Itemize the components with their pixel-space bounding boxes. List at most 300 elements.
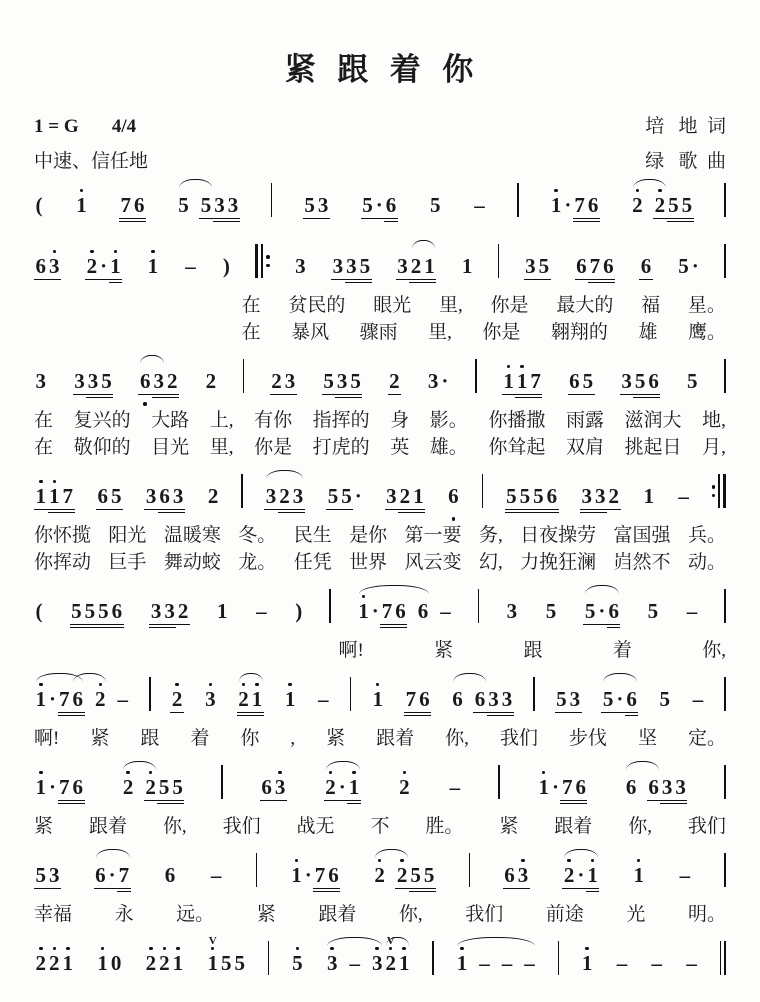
underline-area bbox=[395, 887, 409, 895]
underline-area bbox=[573, 217, 587, 225]
underline-area bbox=[409, 887, 423, 895]
note-char bbox=[505, 583, 519, 637]
note-char bbox=[86, 353, 100, 407]
note-char bbox=[388, 353, 402, 407]
lyric-chunk: 啊! bbox=[338, 640, 364, 661]
lyricist-credit: 培 地 词 bbox=[645, 116, 726, 137]
lyric-chunk: 第一要 bbox=[404, 525, 462, 546]
underline-area bbox=[48, 887, 62, 895]
underline-area bbox=[85, 278, 99, 286]
note-char bbox=[34, 583, 44, 637]
barline-single bbox=[221, 765, 223, 799]
underline-area bbox=[75, 217, 89, 225]
note-glyph: 1 bbox=[372, 687, 383, 711]
underline-area bbox=[373, 887, 387, 895]
underline bbox=[70, 624, 84, 625]
lyric-chunk: 在 bbox=[34, 410, 54, 431]
note-glyph: · bbox=[577, 863, 585, 887]
underline bbox=[674, 800, 688, 801]
note-char bbox=[97, 583, 111, 637]
underline bbox=[70, 627, 84, 628]
note-char bbox=[440, 353, 450, 407]
octave-dot-above bbox=[585, 947, 589, 951]
note-char bbox=[447, 468, 461, 522]
underline-area bbox=[206, 975, 220, 983]
underline-area bbox=[409, 278, 423, 286]
lyrics-row bbox=[34, 813, 726, 840]
underline-area bbox=[109, 508, 123, 516]
underline-area bbox=[448, 799, 462, 807]
note-glyph: 5 bbox=[681, 193, 693, 217]
note-glyph: 3 bbox=[397, 254, 408, 278]
note-glyph: 2 bbox=[205, 369, 217, 393]
note-char bbox=[650, 935, 664, 989]
underline bbox=[291, 509, 305, 510]
note-glyph: 1 bbox=[35, 775, 46, 799]
note-char bbox=[158, 468, 172, 522]
underline bbox=[337, 800, 347, 801]
note-glyph: · bbox=[564, 193, 572, 217]
octave-dot-above bbox=[176, 947, 180, 951]
note-token bbox=[447, 468, 461, 522]
underline-area bbox=[158, 975, 172, 983]
underline bbox=[331, 279, 345, 280]
bar-line bbox=[558, 941, 560, 975]
octave-dot-above bbox=[39, 771, 43, 775]
note-glyph: 2 bbox=[410, 254, 422, 278]
underline bbox=[586, 221, 600, 222]
underline-area bbox=[422, 887, 436, 895]
note-token bbox=[144, 935, 185, 989]
note-glyph: 2 bbox=[399, 484, 411, 508]
underline bbox=[117, 888, 131, 889]
underline-area bbox=[158, 508, 172, 516]
note-glyph: 3 bbox=[501, 687, 513, 711]
note-glyph bbox=[190, 194, 199, 217]
underline-area bbox=[184, 278, 198, 286]
note-glyph: 1 bbox=[587, 863, 598, 887]
note-glyph: ) bbox=[295, 599, 303, 623]
note-token bbox=[294, 238, 308, 292]
underline bbox=[226, 221, 240, 222]
lyric-chunk: 影。 bbox=[429, 410, 468, 431]
underline-area bbox=[358, 278, 372, 286]
note-glyph: 2 bbox=[654, 193, 666, 217]
below-area bbox=[452, 516, 456, 522]
note-token bbox=[324, 759, 361, 813]
note-token bbox=[264, 468, 305, 522]
underline bbox=[580, 509, 594, 510]
note-glyph: 5 bbox=[634, 369, 646, 393]
note-glyph: · bbox=[371, 599, 379, 623]
bar-line bbox=[724, 677, 726, 711]
note-char bbox=[48, 847, 62, 901]
note-glyph: 5 bbox=[545, 599, 557, 623]
note-glyph bbox=[464, 688, 473, 711]
underline bbox=[545, 512, 559, 513]
note-char bbox=[398, 759, 412, 813]
note-token bbox=[568, 353, 595, 407]
note-token bbox=[361, 177, 398, 231]
barline-single bbox=[329, 589, 331, 623]
underline-area bbox=[331, 278, 345, 286]
note-glyph: 1 bbox=[348, 775, 360, 799]
underline-area bbox=[163, 623, 177, 631]
note-glyph: 6 bbox=[164, 863, 176, 887]
underline bbox=[660, 803, 674, 804]
repeat-dot bbox=[266, 255, 270, 259]
underline-area bbox=[294, 623, 304, 631]
lyrics-row bbox=[34, 319, 726, 346]
underline bbox=[171, 509, 185, 510]
underline bbox=[625, 712, 639, 713]
note-token bbox=[34, 238, 61, 292]
lyric-chunk: 雨露 bbox=[565, 410, 604, 431]
underline bbox=[335, 394, 349, 395]
lyric-chunk: 着 bbox=[190, 728, 210, 749]
lyric-chunk: 在 bbox=[241, 322, 261, 343]
octave-dot-above bbox=[39, 480, 43, 484]
note-char bbox=[544, 583, 558, 637]
repeat-dots bbox=[266, 255, 270, 267]
underline bbox=[107, 888, 117, 889]
underline bbox=[158, 509, 172, 510]
note-glyph: 5 bbox=[220, 951, 232, 975]
note-glyph: 3 bbox=[517, 863, 529, 887]
underline-area bbox=[34, 278, 48, 286]
lyric-chunk: 你耸起 bbox=[488, 437, 546, 458]
lyric-chunk: 星。 bbox=[687, 295, 726, 316]
underline-area bbox=[516, 887, 530, 895]
underline bbox=[560, 800, 574, 801]
note-glyph: 6 bbox=[452, 687, 463, 711]
underline bbox=[109, 282, 123, 283]
note-glyph: 2 bbox=[35, 951, 46, 975]
underline-area bbox=[324, 799, 338, 807]
underline-area bbox=[260, 799, 274, 807]
lyric-chunk: 幸福 bbox=[34, 904, 73, 925]
underline bbox=[602, 282, 616, 283]
underline-area bbox=[646, 623, 660, 631]
underline bbox=[48, 888, 62, 889]
underline bbox=[270, 394, 284, 395]
bar-line bbox=[256, 853, 258, 887]
note-glyph: 1 bbox=[461, 254, 473, 278]
note-char bbox=[71, 759, 85, 813]
note-token bbox=[575, 238, 616, 292]
underline bbox=[97, 624, 111, 625]
note-token bbox=[549, 177, 600, 231]
note-glyph: · bbox=[691, 254, 699, 278]
breath-mark: V bbox=[208, 934, 217, 947]
underline-area bbox=[426, 393, 440, 401]
underline-area bbox=[532, 508, 546, 516]
underline-area bbox=[370, 975, 384, 983]
underline-area bbox=[117, 887, 131, 895]
barline-single bbox=[517, 183, 519, 217]
lyric-chunk: 在 bbox=[241, 295, 261, 316]
underline bbox=[422, 891, 436, 892]
note-glyph: 1 bbox=[251, 687, 263, 711]
note-char bbox=[404, 671, 418, 725]
note-glyph: 3 bbox=[265, 484, 277, 508]
underline bbox=[48, 279, 62, 280]
underline bbox=[576, 888, 586, 889]
underline-area bbox=[633, 393, 647, 401]
lyric-chunk: 龙。 bbox=[238, 552, 277, 573]
note-glyph: 7 bbox=[118, 863, 130, 887]
lyric-chunk: 光 bbox=[626, 904, 646, 925]
underline-area bbox=[624, 799, 638, 807]
above-area bbox=[209, 935, 217, 952]
note-char bbox=[119, 177, 133, 231]
notes-row bbox=[34, 177, 726, 231]
note-token bbox=[119, 177, 146, 231]
note-glyph bbox=[135, 776, 144, 799]
underline-area bbox=[326, 508, 340, 516]
note-char bbox=[158, 935, 172, 989]
note-glyph: 3 bbox=[74, 369, 85, 393]
barline-single bbox=[482, 474, 484, 508]
above-area bbox=[403, 759, 407, 776]
underline-area bbox=[219, 975, 233, 983]
note-glyph: 6 bbox=[139, 369, 151, 393]
notes-row bbox=[34, 759, 726, 813]
lyric-chunk: 鹰。 bbox=[687, 322, 726, 343]
note-glyph: 6 bbox=[626, 687, 637, 711]
underline-area bbox=[255, 623, 269, 631]
note-char bbox=[85, 238, 99, 292]
note-glyph: 5 bbox=[84, 599, 96, 623]
underline bbox=[345, 282, 359, 283]
note-token bbox=[291, 935, 305, 989]
note-token bbox=[206, 468, 220, 522]
octave-dot-above bbox=[151, 250, 155, 254]
note-token bbox=[177, 177, 240, 231]
bar-line bbox=[329, 589, 331, 623]
underline-area bbox=[691, 711, 705, 719]
underline-area bbox=[430, 623, 439, 631]
underline bbox=[144, 800, 158, 801]
underline bbox=[316, 218, 330, 219]
underline-area bbox=[580, 975, 594, 983]
note-token bbox=[580, 935, 594, 989]
underline bbox=[423, 282, 437, 283]
note-token bbox=[460, 238, 474, 292]
note-glyph: 3 bbox=[153, 369, 164, 393]
octave-dot-above bbox=[658, 189, 662, 193]
repeat-dot bbox=[712, 494, 716, 498]
underline bbox=[278, 512, 292, 513]
above-area bbox=[66, 935, 70, 952]
note-glyph: 1 bbox=[62, 951, 73, 975]
note-char bbox=[686, 353, 700, 407]
note-char bbox=[213, 177, 227, 231]
note-char bbox=[545, 468, 559, 522]
underline-area bbox=[518, 508, 532, 516]
note-char bbox=[96, 935, 110, 989]
note-glyph: – bbox=[185, 254, 196, 278]
underline-area bbox=[116, 711, 130, 719]
note-char bbox=[335, 353, 349, 407]
underline-area bbox=[514, 975, 523, 983]
note-char bbox=[204, 353, 218, 407]
underline-area bbox=[502, 393, 516, 401]
octave-dot-above bbox=[149, 947, 153, 951]
note-token bbox=[580, 468, 621, 522]
underline bbox=[100, 397, 114, 398]
underline bbox=[555, 712, 569, 713]
underline bbox=[100, 394, 114, 395]
note-token bbox=[677, 468, 691, 522]
slur-arc bbox=[96, 849, 130, 858]
note-glyph: 5 bbox=[323, 369, 334, 393]
underline bbox=[620, 394, 634, 395]
note-glyph: 6 bbox=[640, 254, 652, 278]
underline-area bbox=[34, 711, 48, 719]
underline bbox=[647, 800, 661, 801]
underline-area bbox=[615, 975, 629, 983]
lyrics-row bbox=[34, 901, 726, 928]
bar-line bbox=[724, 941, 726, 975]
underline bbox=[58, 715, 72, 716]
note-char bbox=[260, 759, 274, 813]
underline bbox=[633, 397, 647, 398]
note-token bbox=[96, 935, 123, 989]
lyric-chunk: 动。 bbox=[687, 552, 726, 573]
underline-area bbox=[278, 508, 292, 516]
underline-area bbox=[678, 887, 692, 895]
note-char bbox=[487, 671, 501, 725]
notes-row bbox=[34, 847, 726, 901]
octave-dot-above bbox=[80, 189, 84, 193]
note-glyph: 6 bbox=[587, 193, 599, 217]
underline-area bbox=[505, 508, 519, 516]
underline-area bbox=[94, 711, 108, 719]
underline-area bbox=[215, 623, 229, 631]
note-glyph: 1 bbox=[581, 951, 593, 975]
note-glyph: · bbox=[616, 687, 624, 711]
bar-line bbox=[724, 853, 726, 887]
underline-area bbox=[647, 393, 661, 401]
lyric-chunk: 永 bbox=[114, 904, 134, 925]
note-char bbox=[505, 468, 519, 522]
note-glyph: · bbox=[338, 775, 346, 799]
underline bbox=[500, 715, 514, 716]
underline bbox=[152, 397, 166, 398]
underline bbox=[625, 715, 639, 716]
underline-area bbox=[264, 508, 278, 516]
note-char bbox=[283, 353, 297, 407]
lyric-chunk: 里, bbox=[438, 295, 463, 316]
above-area bbox=[176, 935, 180, 952]
note-char bbox=[303, 847, 313, 901]
note-char bbox=[620, 353, 634, 407]
note-char bbox=[327, 847, 341, 901]
note-glyph: 5 bbox=[429, 193, 441, 217]
note-glyph: 6 bbox=[35, 254, 46, 278]
note-char bbox=[412, 468, 426, 522]
note-glyph: – bbox=[318, 687, 329, 711]
octave-dot-above bbox=[149, 771, 153, 775]
underline-area bbox=[316, 217, 330, 225]
note-char bbox=[384, 177, 398, 231]
note-token bbox=[204, 353, 218, 407]
underline-area bbox=[487, 711, 501, 719]
note-glyph: 6 bbox=[395, 599, 406, 623]
note-glyph: 1 bbox=[207, 951, 218, 975]
note-glyph: 5 bbox=[647, 599, 659, 623]
underline bbox=[260, 800, 274, 801]
underline bbox=[322, 394, 336, 395]
note-char bbox=[171, 759, 185, 813]
note-char bbox=[165, 353, 179, 407]
lyric-chunk: 你, bbox=[162, 816, 187, 837]
underline bbox=[165, 397, 179, 398]
underline bbox=[396, 279, 410, 280]
underline bbox=[34, 509, 48, 510]
note-glyph: 5 bbox=[350, 369, 361, 393]
bar-line bbox=[271, 183, 273, 217]
octave-dot-above bbox=[99, 683, 103, 687]
note-char bbox=[460, 238, 474, 292]
underline bbox=[149, 624, 163, 625]
note-glyph: 3 bbox=[581, 484, 593, 508]
lyric-chunk: 有你 bbox=[254, 410, 293, 431]
note-glyph: 7 bbox=[574, 193, 585, 217]
underline-area bbox=[562, 887, 576, 895]
underline bbox=[412, 512, 426, 513]
above-area bbox=[585, 935, 589, 952]
note-char bbox=[677, 468, 691, 522]
lyric-chunk: 世界 bbox=[349, 552, 388, 573]
note-char bbox=[144, 468, 158, 522]
note-glyph: ( bbox=[35, 599, 43, 623]
repeat-dots bbox=[712, 485, 716, 497]
note-token bbox=[326, 468, 363, 522]
note-glyph: 3 bbox=[172, 484, 184, 508]
underline-area bbox=[677, 278, 691, 286]
note-char bbox=[677, 238, 691, 292]
lyric-chunk: 坚 bbox=[637, 728, 657, 749]
note-token bbox=[163, 847, 177, 901]
underline-area bbox=[327, 887, 341, 895]
note-token bbox=[331, 238, 372, 292]
note-char bbox=[75, 177, 89, 231]
note-glyph: 6 bbox=[261, 775, 272, 799]
octave-dot-above bbox=[66, 947, 70, 951]
note-token bbox=[325, 935, 411, 989]
note-char bbox=[215, 583, 229, 637]
music-system bbox=[34, 353, 726, 461]
note-glyph: 7 bbox=[59, 775, 70, 799]
underline-area bbox=[428, 217, 442, 225]
note-glyph: 2 bbox=[49, 951, 60, 975]
note-glyph: 1 bbox=[76, 193, 87, 217]
note-char bbox=[204, 671, 218, 725]
note-token bbox=[639, 238, 653, 292]
note-glyph bbox=[339, 952, 348, 975]
note-glyph: 5 bbox=[178, 193, 189, 217]
underline bbox=[278, 509, 292, 510]
octave-dot-above bbox=[90, 250, 94, 254]
lyric-chunk: 你, bbox=[702, 640, 726, 661]
note-token bbox=[632, 847, 646, 901]
underline bbox=[583, 624, 597, 625]
music-system bbox=[34, 177, 726, 231]
underline bbox=[601, 712, 615, 713]
underline-area bbox=[440, 393, 450, 401]
